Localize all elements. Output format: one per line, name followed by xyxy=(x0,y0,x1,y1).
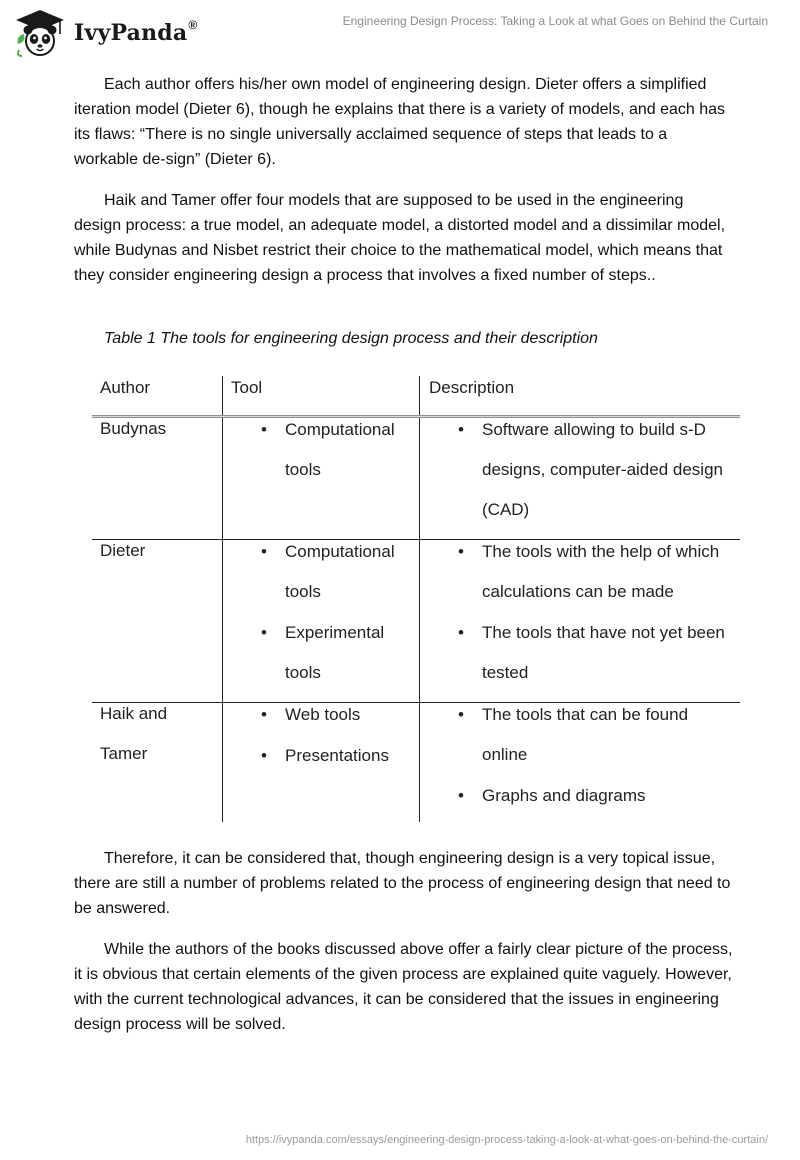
tool-line: Computational xyxy=(285,420,395,439)
column-header-tool: Tool xyxy=(231,378,263,397)
bullet-icon: • xyxy=(458,542,464,561)
description-line: Software allowing to build s-D xyxy=(482,420,706,439)
page-header xyxy=(0,0,800,64)
paragraph-text: Each author offers his/her own model of engineering design. Dieter offers a simplified iteration model (Dieter 6), though he explains that there is a variety of models, and each has its flaws: “There is no single universally acclaimed sequence of steps that leads to a workable de-sign” (Dieter 6). xyxy=(74,76,726,168)
list-item xyxy=(452,410,737,530)
author-name: Tamer xyxy=(100,744,148,763)
description-line: The tools that have not yet been xyxy=(482,623,725,642)
bullet-icon: • xyxy=(458,786,464,805)
brand-logo[interactable] xyxy=(14,8,197,58)
paragraph-text: Therefore, it can be considered that, though engineering design is a very topical issue, there are still a number of problems related to the process of engineering design that need to be answered. xyxy=(74,850,731,917)
tool-line: Presentations xyxy=(285,746,389,765)
list-item xyxy=(452,532,737,612)
author-name: Dieter xyxy=(100,541,146,560)
list-item xyxy=(255,532,415,612)
list-item xyxy=(255,695,415,735)
brand-name-text: IvyPanda xyxy=(74,20,188,46)
description-line: tested xyxy=(482,663,529,682)
list-item xyxy=(255,613,415,693)
paragraph-3 xyxy=(74,846,734,921)
tool-line: Web tools xyxy=(285,705,361,724)
description-line: The tools with the help of which xyxy=(482,542,720,561)
bullet-icon: • xyxy=(261,542,267,561)
source-url-link[interactable]: https://ivypanda.com/essays/engineering-design-process-taking-a-look-at-what-goes-on-behind-the-curtain/ xyxy=(245,1134,768,1146)
table-cell-descriptions xyxy=(452,695,737,817)
table-cell-descriptions xyxy=(452,410,737,531)
column-header-author: Author xyxy=(100,378,151,397)
list-item xyxy=(255,410,415,490)
registered-mark: ® xyxy=(188,18,198,32)
table-cell-tools xyxy=(255,532,415,694)
paragraph-text: Haik and Tamer offer four models that are supposed to be used in the engineering design process: a true model, an adequate model, a distorted model and a dissimilar model, while Budynas and Nisbet restrict their choice to the mathematical model, which means that they consider engineering design a process that involves a fixed number of steps.. xyxy=(74,192,726,284)
description-line: designs, computer-aided design xyxy=(482,460,723,479)
description-line: (CAD) xyxy=(482,500,530,519)
description-line: online xyxy=(482,745,528,764)
column-header-description: Description xyxy=(429,378,515,397)
list-item xyxy=(452,613,737,693)
paragraph-4 xyxy=(74,937,734,1037)
list-item xyxy=(452,695,737,775)
description-line: The tools that can be found xyxy=(482,705,689,724)
table-cell-tools xyxy=(255,410,415,491)
tool-line: tools xyxy=(285,663,321,682)
running-title: Engineering Design Process: Taking a Look at what Goes on Behind the Curtain xyxy=(342,14,768,28)
tools-table xyxy=(92,368,740,822)
table-cell-tools xyxy=(255,695,415,777)
bullet-icon: • xyxy=(261,623,267,642)
table-cell-descriptions xyxy=(452,532,737,694)
bullet-icon: • xyxy=(261,746,267,765)
table-cell-author xyxy=(100,694,220,774)
paragraph-text: While the authors of the books discussed above offer a fairly clear picture of the process, it is obvious that certain elements of the given process are explained quite vaguely. However, with the current technological advances, it can be considered that the issues in engineering design process will be solved. xyxy=(74,941,733,1033)
author-name: Haik and xyxy=(100,704,168,723)
tool-line: Computational xyxy=(285,542,395,561)
description-line: Graphs and diagrams xyxy=(482,786,646,805)
bullet-icon: • xyxy=(458,623,464,642)
paragraph-1 xyxy=(74,72,734,172)
bullet-icon: • xyxy=(261,705,267,724)
column-divider xyxy=(419,376,420,822)
description-line: calculations can be made xyxy=(482,582,674,601)
brand-name xyxy=(74,20,197,46)
paragraph-2 xyxy=(74,188,734,288)
table-caption: Table 1 The tools for engineering design process and their description xyxy=(104,330,598,347)
author-name: Budynas xyxy=(100,419,167,438)
table-cell-author xyxy=(100,531,220,571)
column-divider xyxy=(222,376,223,822)
list-item xyxy=(452,776,737,816)
tool-line: tools xyxy=(285,582,321,601)
bullet-icon: • xyxy=(261,420,267,439)
tool-line: Experimental xyxy=(285,623,385,642)
bullet-icon: • xyxy=(458,420,464,439)
tool-line: tools xyxy=(285,460,321,479)
table-cell-author xyxy=(100,409,220,449)
bullet-icon: • xyxy=(458,705,464,724)
list-item xyxy=(255,736,415,776)
panda-graduate-logo-icon xyxy=(14,8,66,58)
